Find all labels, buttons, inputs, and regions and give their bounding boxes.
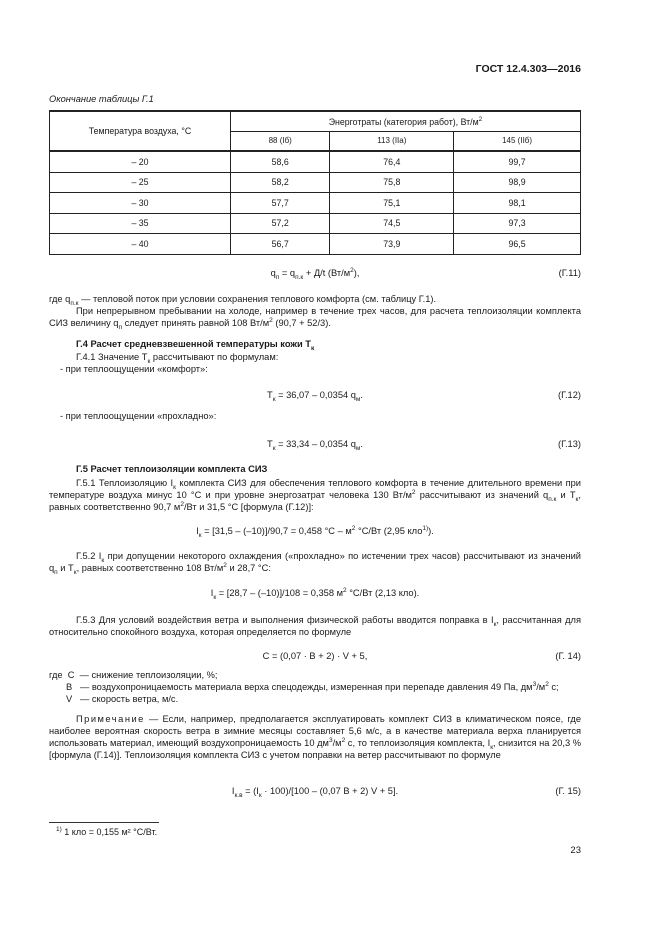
legend-b: B — воздухопроницаемость материала верха спецодежды, измеренная при перепаде давления 49 Па, $дм^3/м^2$ с; [66, 680, 559, 692]
paragraph: Г.4.1 Значение $T_к$ рассчитывают по формулам: [76, 352, 279, 365]
cell-v1: 58,6 [231, 151, 330, 172]
table-row [50, 193, 581, 214]
cell-v3: 96,5 [454, 234, 581, 255]
paragraph: - при теплоощущении «комфорт»: [60, 364, 208, 374]
equation-g14: C = (0,07 · B + 2) · V + 5, [262, 651, 368, 661]
cell-temp: – 30 [50, 193, 231, 214]
paragraph: При непрерывном пребывании на холоде, например в течение трех часов, для расчета теплоизоляции комплекта СИЗ величину $q_п$ следует принять равной 108 $Вт/м^2$ (90,7 + 52/3). [49, 306, 581, 331]
cell-temp: – 25 [50, 172, 231, 193]
table-row [50, 151, 581, 172]
paragraph: - при теплоощущении «прохладно»: [60, 411, 217, 421]
cell-v2: 73,9 [330, 234, 454, 255]
cell-v2: 75,8 [330, 172, 454, 193]
paragraph: Г.5.1 Теплоизоляцию $I_к$ комплекта СИЗ для обеспечения теплового комфорта в течение длительного времени при температуре воздуха минус 10 °С и при уровне энергозатрат человека 130 $Вт/м^2$ рассчитывают из значений $q_{п.к}$ и $T_к$, равных соответственно 90,7 $м^2/Вт$ и 31,5 °С [формула (Г.12)]: [49, 478, 582, 512]
cell-temp: – 35 [50, 213, 231, 234]
equation-g13: $T_к = 33,34 - 0,0354$ $q_м$. [267, 439, 363, 452]
cell-v3: 99,7 [454, 151, 581, 172]
paragraph: Г.5.2 $I_к$ при допущении некоторого охлаждения («прохладно» по истечении трех часов) рассчитывают из значений $q_п$ и $T_к$, равных соответственно 108 $Вт/м^2$ и 28,7 °С: [49, 551, 582, 576]
note-paragraph: Примечание — Если, например, предполагается эксплуатировать комплект СИЗ в климатическом поясе, где наиболее вероятная скорость ветра в зимние месяцы составляет 5,6 м/с, а в качестве материала верха планируется использовать материал, имеющий воздухопроницаемость 10 $дм^3/м^2$ с, то теплоизоляция комплекта, $I_к$, снизится на 20,3 % [формула (Г.14)]. Теплоизоляция комплекта СИЗ с учетом поправки на ветер рассчитывают по формуле [49, 714, 581, 760]
cell-v2: 76,4 [330, 151, 454, 172]
equation-number-g11: (Г.11) [558, 268, 581, 278]
footnote-separator [49, 822, 159, 823]
cell-temp: – 40 [50, 234, 231, 255]
subheader-1: 88 (Iб) [231, 132, 330, 152]
page-number: 23 [570, 845, 581, 856]
footnote: $^{1)}$ 1 кло = 0,155 м² °С/Вт. [56, 826, 158, 837]
equation-g15: $I_{к.в} = (I_к \cdot 100)/[100 - (0,07$ B + 2) V + 5]. [231, 786, 399, 799]
equation-g12: $T_к = 36,07 - 0,0354$ $q_м$. [267, 390, 363, 403]
cell-v3: 97,3 [454, 213, 581, 234]
cell-v1: 58,2 [231, 172, 330, 193]
legend-c: где C — снижение теплоизоляции, %; [49, 670, 218, 680]
cell-v1: 57,7 [231, 193, 330, 214]
header-temperature: Температура воздуха, °С [50, 111, 231, 151]
subheader-2: 113 (IIа) [330, 132, 454, 152]
energy-table [49, 110, 581, 255]
cell-temp: – 20 [50, 151, 231, 172]
cell-v3: 98,9 [454, 172, 581, 193]
equation-ik-cool: $I_к = [28,7 - (-10)]/108 = 0,358$ $м^2$ °С/Вт (2,13 кло). [210, 586, 420, 601]
table-row [50, 172, 581, 193]
cell-v3: 98,1 [454, 193, 581, 214]
cell-v2: 74,5 [330, 213, 454, 234]
header-energy: Энерготраты (категория работ), $Вт/м^2$ [231, 111, 581, 132]
table-row [50, 234, 581, 255]
cell-v1: 56,7 [231, 234, 330, 255]
equation-number-g15: (Г. 15) [555, 786, 581, 796]
subheader-3: 145 (IIб) [454, 132, 581, 152]
table-row [50, 213, 581, 234]
table-caption: Окончание таблицы Г.1 [49, 94, 154, 104]
section-title-g4: Г.4 Расчет средневзвешенной температуры кожи $T_к$ [76, 339, 315, 352]
document-header: ГОСТ 12.4.303—2016 [475, 63, 581, 75]
paragraph: где $q_{п.к}$ — тепловой поток при условии сохранения теплового комфорта (см. таблицу Г.1). [49, 294, 437, 307]
section-title-g5: Г.5 Расчет теплоизоляции комплекта СИЗ [76, 464, 268, 474]
equation-number-g13: (Г.13) [557, 439, 581, 449]
equation-number-g14: (Г. 14) [555, 651, 581, 661]
paragraph: Г.5.3 Для условий воздействия ветра и выполнения физической работы вводится поправка в $I_к$, рассчитанная для относительно спокойного воздуха, которая определяется по формуле [49, 615, 581, 637]
equation-number-g12: (Г.12) [557, 390, 581, 400]
cell-v1: 57,2 [231, 213, 330, 234]
equation-g11: $q_п = q_{п.к} + Д/t$ $(Вт/м^2)$, [270, 266, 360, 281]
equation-ik-comfort: $I_к = [31,5 - (-10)]/90,7 = 0,458$ $^\circ С - м^2$ °С/Вт (2,95 кло$^{1)}$). [196, 524, 434, 539]
legend-v: V — скорость ветра, м/с. [66, 694, 179, 704]
cell-v2: 75,1 [330, 193, 454, 214]
